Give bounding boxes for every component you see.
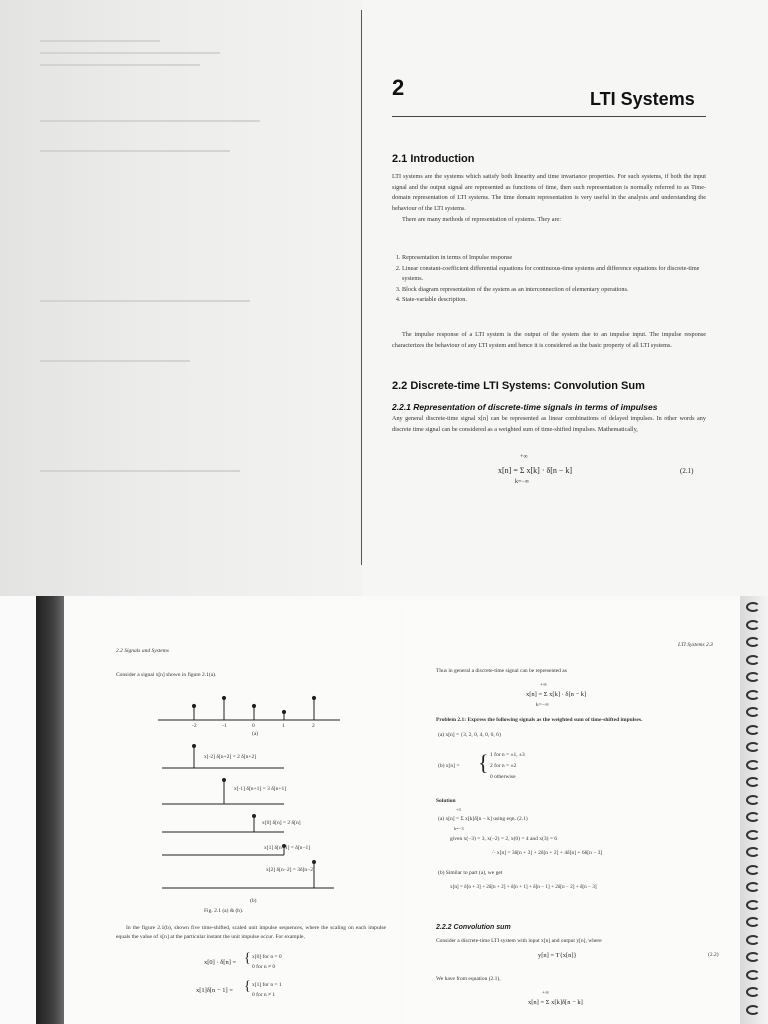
problem-part-b: (b) x[n] =	[438, 763, 460, 769]
example-2-case: 0 for n ≠ 1	[252, 992, 276, 998]
subsection-heading: 2.2.2 Convolution sum	[436, 924, 511, 931]
general-equation: x[n] = Σ x[k] · δ[n − k]	[526, 691, 587, 698]
solution-given: given x(−3) = 3, x(−2) = 2, x(0) = 4 and x(3) = 6	[450, 836, 558, 842]
solution-part-b-result: x[n] = δ[n + 3] + 2δ[n + 2] + δ[n + 1] + δ[n − 1] + 2δ[n − 2] + δ[n − 3]	[450, 884, 597, 890]
spiral-coil	[746, 725, 760, 735]
plot-label: x[2] δ[n−2] = 3δ[n−2]	[266, 867, 315, 873]
brace: {	[478, 750, 489, 775]
spiral-coil	[746, 882, 760, 892]
solution-result: ∴ x[n] = 3δ[n + 3] + 2δ[n + 2] + 4δ[n] + 6δ[n − 3]	[492, 850, 603, 856]
spiral-coil	[746, 742, 760, 752]
methods-list-item: 4. State-variable description.	[402, 295, 702, 306]
example-1-case: x[0] for n = 0	[252, 954, 282, 960]
running-head: LTI Systems 2.3	[678, 642, 713, 648]
figure-paragraph: In the figure 2.1(b), shown five time-shifted, scaled unit impulse sequences, where the scaling on each impulse equals the value of x[n] at the particular instant the unit impulse occur. For example,	[116, 925, 386, 940]
sum-lower-limit: k=−3	[454, 826, 464, 831]
spiral-coil	[746, 707, 760, 717]
caption-a: (a)	[252, 731, 259, 737]
example-2-lhs: x[1]δ[n − 1] =	[196, 987, 233, 994]
section-heading: 2.1 Introduction	[392, 153, 475, 165]
impulse-figure	[154, 680, 344, 910]
example-2-case: x[1] for n = 1	[252, 982, 282, 988]
title-rule	[392, 116, 706, 117]
spiral-coil	[746, 672, 760, 682]
ghost-line	[40, 64, 200, 66]
spiral-coil	[746, 1005, 760, 1015]
spiral-coil	[746, 970, 760, 980]
spiral-coil	[746, 917, 760, 927]
sum-lower-limit: k=−∞	[515, 479, 530, 485]
spiral-coil	[746, 602, 760, 612]
figure-caption: Fig. 2.1 (a) & (b).	[204, 908, 244, 914]
figure-intro: Consider a signal x[n] shown in figure 2.1(a).	[116, 672, 217, 678]
faded-left-page	[0, 0, 362, 596]
example-1-case: 0 for n ≠ 0	[252, 964, 276, 970]
brace: {	[244, 951, 251, 966]
equation-last: x[n] = Σ x[k]δ[n − k]	[528, 999, 583, 1006]
section-heading: 2.2 Discrete-time LTI Systems: Convolution Sum	[392, 380, 645, 392]
methods-list-item: 2. Linear constant-coefficient differential equations for continuous-time systems and difference equations for discrete-time systems.	[402, 264, 702, 285]
sum-lower-limit: k=−∞	[536, 702, 549, 708]
intro-paragraph	[392, 172, 706, 226]
spiral-coil	[746, 847, 760, 857]
solution-part-b: (b) Similar to part (a), we get	[438, 870, 503, 876]
methods-intro: There are many methods of representation of systems. They are:	[402, 216, 561, 224]
ghost-line	[40, 300, 250, 302]
equation-number: (2.1)	[680, 467, 694, 475]
ghost-line	[40, 470, 240, 472]
solution-part-a: (a) x[n] = Σ x[k]δ[n − k] using eqn. (2.1)	[438, 816, 528, 822]
methods-list-item: 1. Representation in terms of Impulse response	[402, 253, 702, 264]
spiral-coil	[746, 690, 760, 700]
axis-tick: 0	[252, 723, 255, 729]
equation-2-2: y[n] = T{x[n]}	[538, 952, 577, 959]
spiral-coil	[746, 795, 760, 805]
spiral-coil	[746, 865, 760, 875]
general-intro: Thus in general a discrete-time signal can be represented as	[436, 668, 567, 674]
sum-upper-limit: +∞	[520, 454, 528, 460]
spiral-coil	[746, 812, 760, 822]
methods-list-item: 3. Block diagram representation of the system as an interconnection of elementary operations.	[402, 285, 702, 296]
piecewise-case: 0 otherwise	[490, 774, 516, 780]
axis-tick: 2	[312, 723, 315, 729]
axis-tick: 1	[282, 723, 285, 729]
spiral-coil	[746, 655, 760, 665]
spiral-coil	[746, 620, 760, 630]
piecewise-case: 1 for n = ±1, ±3	[490, 752, 525, 758]
plot-label: x[-1] δ[n+1] = 3 δ[n+1]	[234, 786, 287, 792]
spiral-coil	[746, 935, 760, 945]
left-open-page	[64, 602, 400, 1024]
spiral-coil	[746, 760, 760, 770]
spiral-coil	[746, 637, 760, 647]
chapter-number: 2	[392, 75, 405, 100]
impulse-paragraph: The impulse response of a LTI system is the output of the system due to an impulse input. The impulse response characterizes the behaviour of any LTI system and hence it is considered as the basic property of all LTI systems.	[392, 331, 706, 349]
plot-label: x[1] δ[n−1] = δ[n−1]	[264, 845, 311, 851]
convolution-intro: Consider a discrete-time LTI system with input x[n] and output y[n], where	[436, 938, 602, 944]
equation-number: (2.2)	[708, 952, 719, 958]
intro-text: LTI systems are the systems which satisfy both linearity and time invariance properties. For such systems, if both the input signal and the output signal are represented as functions of time, then such representation is normally referred to as Time-domain representation of LTI systems. The time domain representation is very useful in the analysis and understanding the behaviour of the LTI systems.	[392, 173, 706, 212]
ghost-line	[40, 150, 230, 152]
ghost-line	[40, 52, 220, 54]
problem-statement: Problem 2.1: Express the following signals as the weighted sum of time-shifted impulses.	[436, 717, 643, 723]
axis-tick: -2	[192, 723, 197, 729]
running-head: 2.2 Signals and Systems	[116, 648, 169, 654]
example-1-lhs: x[0] · δ[n] =	[204, 959, 237, 966]
sum-upper-limit: +∞	[542, 990, 550, 996]
spiral-coil	[746, 777, 760, 787]
problem-part-a: (a) x[n] = {3, 2, 0, 4, 0, 0, 6}	[438, 732, 502, 738]
piecewise-case: 2 for n = ±2	[490, 763, 517, 769]
representation-paragraph: Any general discrete-time signal x[n] can be represented as linear combinations of delayed impulses. In other words any discrete time signal can be considered as a weighted sum of time-shifted impulses. Mathematically,	[392, 415, 706, 433]
spiral-coil	[746, 830, 760, 840]
sum-upper-limit: +∞	[540, 682, 548, 688]
ghost-line	[40, 40, 160, 42]
from-equation: We have from equation (2.1),	[436, 976, 501, 982]
solution-title: Solution	[436, 798, 456, 804]
spiral-coil	[746, 987, 760, 997]
caption-b: (b)	[250, 898, 257, 904]
ghost-line	[40, 120, 260, 122]
right-open-page	[402, 602, 740, 1024]
methods-list	[388, 253, 702, 306]
axis-tick: -1	[222, 723, 227, 729]
spiral-coil	[746, 900, 760, 910]
plot-label: x[-2] δ[n+2] = 2 δ[n+2]	[204, 754, 257, 760]
brace: {	[244, 979, 251, 994]
chapter-title: LTI Systems	[590, 89, 695, 109]
plot-label: x[0] δ[n] = 2 δ[n]	[262, 820, 301, 826]
spiral-coil	[746, 952, 760, 962]
book-binding	[36, 596, 64, 1024]
ghost-line	[40, 360, 190, 362]
subsection-heading: 2.2.1 Representation of discrete-time signals in terms of impulses	[392, 402, 658, 412]
bottom-photo	[0, 596, 768, 1024]
equation-2-1: x[n] = Σ x[k] · δ[n − k]	[498, 466, 573, 475]
sum-upper-limit: +3	[456, 807, 461, 812]
